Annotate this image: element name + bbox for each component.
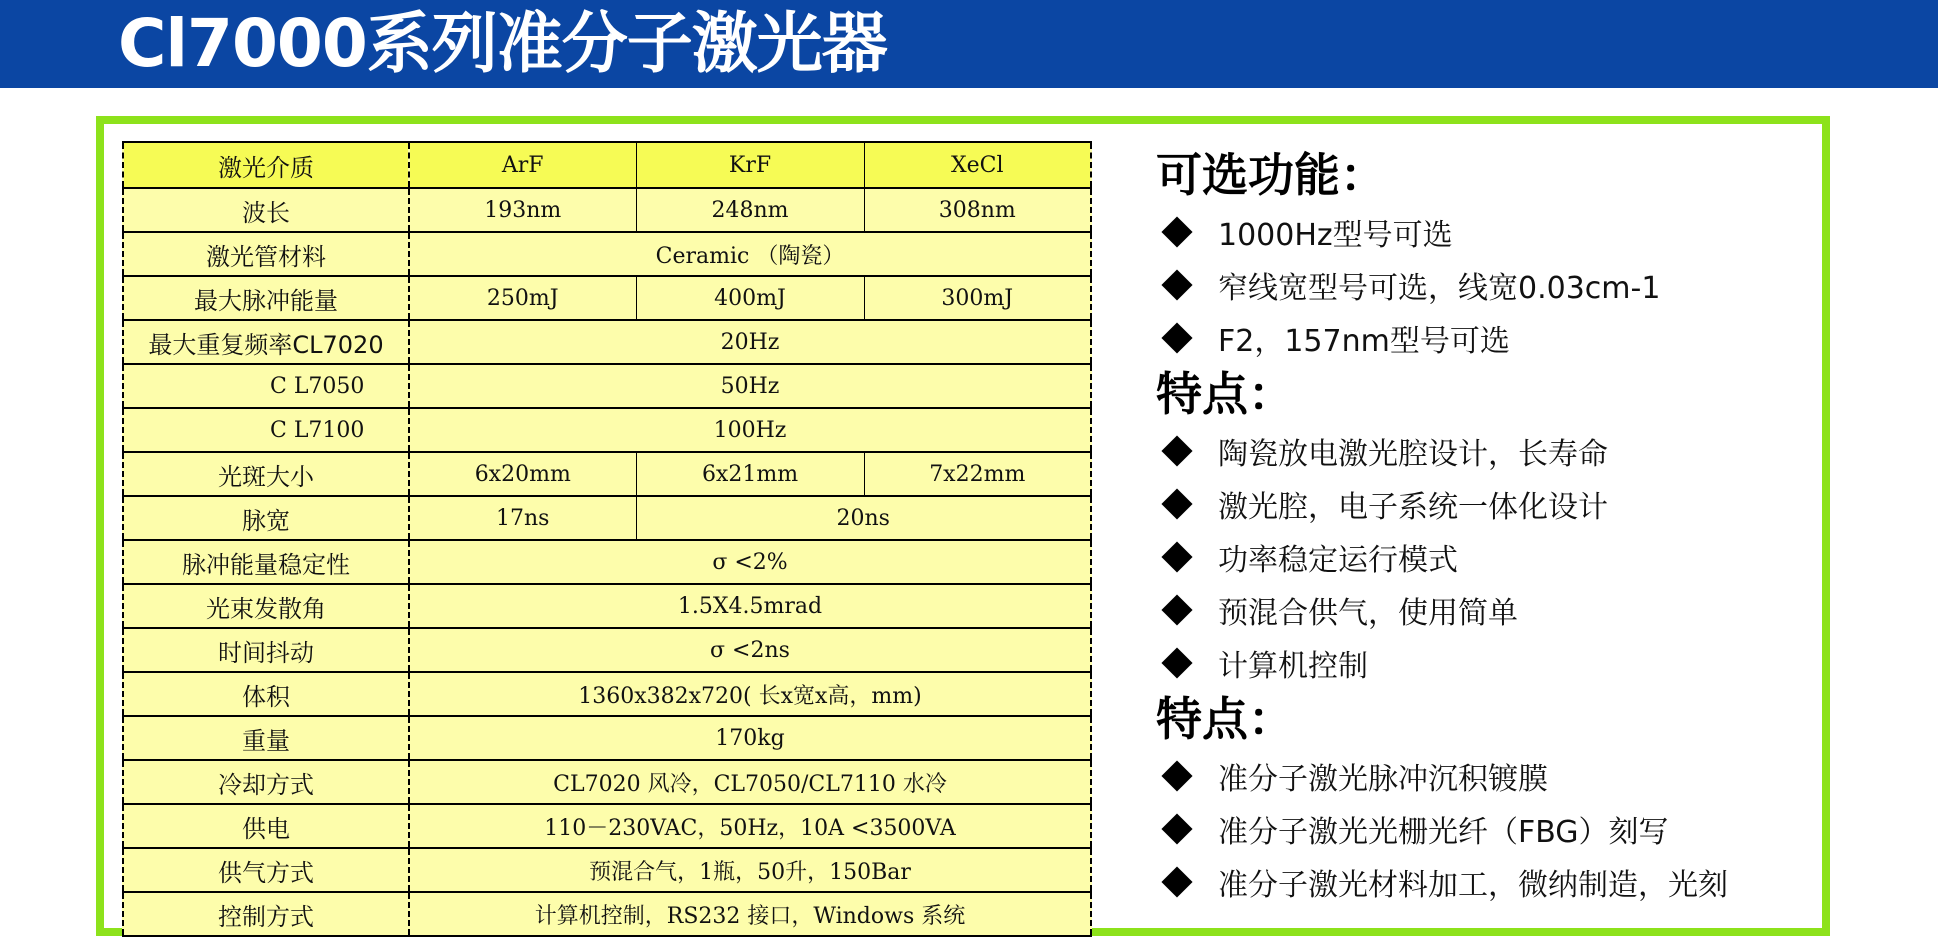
list-item [1156, 530, 1826, 583]
row-label: C L7050 [123, 364, 409, 408]
cell-value: 248nm [636, 188, 864, 232]
list-item [1156, 583, 1826, 636]
diamond-bullet-icon [1161, 488, 1192, 519]
cell-value: 250mJ [409, 276, 636, 320]
applications-title: 特点： [1156, 692, 1294, 746]
list-item [1156, 749, 1826, 802]
table-row [123, 188, 1091, 232]
cell-value: σ <2ns [409, 628, 1091, 672]
list-item-text: 窄线宽型号可选，线宽0.03cm-1 [1218, 270, 1661, 306]
row-label: 光束发散角 [123, 584, 409, 628]
feature-column [1156, 145, 1826, 908]
row-label: 体积 [123, 672, 409, 716]
cell-value: 1360x382x720( 长x宽x高，mm) [409, 672, 1091, 716]
row-label: 脉宽 [123, 496, 409, 540]
cell-value: 7x22mm [864, 452, 1091, 496]
table-row [123, 628, 1091, 672]
list-item [1156, 311, 1826, 364]
row-label: 波长 [123, 188, 409, 232]
cell-value: 6x21mm [636, 452, 864, 496]
list-item-text: F2，157nm型号可选 [1218, 323, 1510, 359]
table-row [123, 892, 1091, 936]
cell-value: 100Hz [409, 408, 1091, 452]
cell-value: Ceramic （陶瓷） [409, 232, 1091, 276]
diamond-bullet-icon [1161, 647, 1192, 678]
diamond-bullet-icon [1161, 216, 1192, 247]
cell-value: 6x20mm [409, 452, 636, 496]
title-banner [0, 0, 1938, 88]
cell-value: 预混合气，1瓶，50升，150Bar [409, 848, 1091, 892]
options-title: 可选功能： [1156, 148, 1386, 202]
table-row [123, 804, 1091, 848]
cell-value: 400mJ [636, 276, 864, 320]
row-label: 控制方式 [123, 892, 409, 936]
list-item-text: 计算机控制 [1218, 648, 1368, 684]
list-item [1156, 802, 1826, 855]
row-label: 光斑大小 [123, 452, 409, 496]
table-row [123, 232, 1091, 276]
list-item-text: 激光腔，电子系统一体化设计 [1218, 489, 1608, 525]
table-row [123, 452, 1091, 496]
diamond-bullet-icon [1161, 866, 1192, 897]
cell-value: 1.5X4.5mrad [409, 584, 1091, 628]
cell-value: σ <2% [409, 540, 1091, 584]
list-item [1156, 855, 1826, 908]
row-label: 冷却方式 [123, 760, 409, 804]
row-label: 重量 [123, 716, 409, 760]
cell-value: 计算机控制，RS232 接口，Windows 系统 [409, 892, 1091, 936]
cell-value: 170kg [409, 716, 1091, 760]
cell-value: CL7020 风冷，CL7050/CL7110 水冷 [409, 760, 1091, 804]
cell-value: 110－230VAC，50Hz，10A <3500VA [409, 804, 1091, 848]
table-row [123, 142, 1091, 188]
table-row [123, 672, 1091, 716]
diamond-bullet-icon [1161, 269, 1192, 300]
row-label: 脉冲能量稳定性 [123, 540, 409, 584]
diamond-bullet-icon [1161, 594, 1192, 625]
list-item [1156, 424, 1826, 477]
list-item-text: 1000Hz型号可选 [1218, 217, 1453, 253]
table-row [123, 320, 1091, 364]
row-label: 激光介质 [123, 142, 409, 188]
table-row [123, 540, 1091, 584]
list-item-text: 准分子激光材料加工，微纳制造，光刻 [1218, 867, 1728, 903]
cell-value: 300mJ [864, 276, 1091, 320]
diamond-bullet-icon [1161, 541, 1192, 572]
list-item-text: 准分子激光光栅光纤（FBG）刻写 [1218, 814, 1669, 850]
table-row [123, 584, 1091, 628]
list-item [1156, 258, 1826, 311]
table-row [123, 848, 1091, 892]
features-title: 特点： [1156, 367, 1294, 421]
cell-value: 308nm [864, 188, 1091, 232]
row-label: 供电 [123, 804, 409, 848]
row-label: 最大重复频率CL7020 [123, 320, 409, 364]
cell-value: 17ns [409, 496, 636, 540]
diamond-bullet-icon [1161, 435, 1192, 466]
row-label: C L7100 [123, 408, 409, 452]
table-row [123, 716, 1091, 760]
page-title: Cl7000系列准分子激光器 [118, 5, 887, 82]
spec-table [122, 141, 1092, 937]
cell-value: 193nm [409, 188, 636, 232]
table-row [123, 760, 1091, 804]
row-label: 时间抖动 [123, 628, 409, 672]
table-row [123, 364, 1091, 408]
cell-value: 20Hz [409, 320, 1091, 364]
cell-krf: KrF [636, 142, 864, 188]
table-row [123, 276, 1091, 320]
diamond-bullet-icon [1161, 322, 1192, 353]
cell-xecl: XeCl [864, 142, 1091, 188]
list-item-text: 陶瓷放电激光腔设计，长寿命 [1218, 436, 1608, 472]
diamond-bullet-icon [1161, 813, 1192, 844]
row-label: 供气方式 [123, 848, 409, 892]
row-label: 最大脉冲能量 [123, 276, 409, 320]
table-row [123, 408, 1091, 452]
table-row [123, 496, 1091, 540]
list-item-text: 功率稳定运行模式 [1218, 542, 1458, 578]
list-item [1156, 477, 1826, 530]
list-item [1156, 636, 1826, 689]
list-item [1156, 205, 1826, 258]
cell-value: 50Hz [409, 364, 1091, 408]
row-label: 激光管材料 [123, 232, 409, 276]
diamond-bullet-icon [1161, 760, 1192, 791]
cell-arf: ArF [409, 142, 636, 188]
list-item-text: 预混合供气，使用简单 [1218, 595, 1518, 631]
cell-value: 20ns [636, 496, 1091, 540]
list-item-text: 准分子激光脉冲沉积镀膜 [1218, 761, 1548, 797]
